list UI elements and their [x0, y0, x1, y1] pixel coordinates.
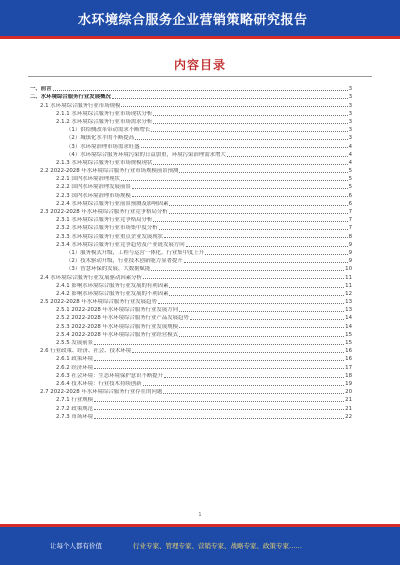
toc-leader-dots [135, 139, 347, 140]
toc-entry-page: 10 [345, 266, 352, 273]
toc-entry-title: 2.4.2 影响水环境综合服务行业发展的不利因素 [56, 290, 169, 297]
toc-entry-page: 21 [345, 405, 352, 412]
toc-entry-title: 2.5.2 2022-2028 年水环境综合服务行业产品发展趋势 [56, 315, 189, 322]
toc-entry-page: 13 [345, 307, 352, 314]
toc-leader-dots [153, 115, 347, 116]
toc-entry[interactable] [30, 248, 352, 256]
toc-leader-dots [163, 393, 344, 394]
toc-leader-dots [151, 270, 344, 271]
toc-entry-page: 12 [345, 290, 352, 297]
toc-entry-title: 2.1.2 水环境综合服务行业市场需求分析 [56, 118, 153, 125]
toc-entry-title: 2.7 2022-2028 年水环境综合服务行业存在的问题 [40, 389, 163, 396]
toc-entry[interactable] [30, 305, 352, 313]
toc-entry-page: 7 [348, 209, 352, 215]
toc-leader-dots [94, 418, 344, 419]
toc-entry[interactable] [30, 346, 352, 354]
header-accent-stripe [0, 36, 400, 39]
toc-leader-dots [164, 377, 344, 378]
toc-leader-dots [227, 156, 348, 157]
toc-entry-page: 5 [348, 168, 352, 175]
toc-entry-page: 5 [348, 176, 352, 183]
toc-entry-title: 2.3.2 水环境综合服务行业市场集中度分析 [56, 225, 158, 232]
toc-entry-title: 2.1.3 水环境综合服务行业市场规模现状 [56, 159, 153, 166]
toc-entry-page: 6 [348, 200, 352, 207]
toc-entry[interactable] [30, 354, 352, 362]
toc-leader-dots [153, 221, 347, 222]
report-title: 水环境综合服务企业营销策略研究报告 [78, 13, 308, 28]
toc-entry[interactable] [30, 158, 352, 166]
toc-entry-page: 6 [348, 192, 352, 199]
toc-entry-page: 3 [348, 118, 352, 125]
toc-leader-dots [121, 106, 347, 107]
toc-entry-title: 2.2 2022-2028 年水环境综合服务行业市场规模前景预测 [40, 168, 179, 175]
toc-entry-title: 2.6.1 政策环境 [56, 356, 93, 363]
toc-entry-title: 一、前言 [30, 86, 52, 93]
toc-leader-dots [186, 246, 348, 247]
toc-entry-title: 2.3.3 水环境综合服务行业重点企业发展现状 [56, 233, 164, 240]
toc-entry[interactable] [30, 100, 352, 108]
footer-experts: 行业专家、管理专家、营销专家、战略专家、政策专家…… [133, 542, 302, 550]
toc-entry-title: （4）水环境综合服务环境污染的日益加重，环境污染治理需求增大 [66, 151, 226, 158]
toc-entry[interactable] [30, 231, 352, 239]
toc-entry[interactable] [30, 362, 352, 370]
toc-divider [28, 76, 372, 77]
toc-entry[interactable] [30, 92, 352, 100]
toc-entry[interactable] [30, 199, 352, 207]
toc-leader-dots [184, 262, 348, 263]
toc-leader-dots [169, 213, 348, 214]
toc-entry-title: 2.5.3 2022-2028 年水环境综合服务行业发展规模 [56, 323, 178, 330]
toc-entry-title: 2.7.2 政策规范 [56, 405, 93, 412]
toc-entry-page: 9 [348, 258, 352, 265]
toc-entry[interactable] [30, 117, 352, 125]
toc-entry-page: 22 [345, 413, 352, 420]
toc-entry-page: 14 [345, 315, 352, 322]
toc-entry-title: 2.6 行业政策、经济、社会、技术环境 [40, 348, 132, 355]
toc-leader-dots [179, 172, 347, 173]
page-number: 1 [198, 512, 202, 518]
toc-entry[interactable] [30, 379, 352, 387]
toc-entry[interactable] [30, 264, 352, 272]
toc-entry-page: 3 [348, 135, 352, 142]
toc-entry[interactable] [30, 281, 352, 289]
toc-entry[interactable] [30, 272, 352, 280]
toc-entry[interactable] [30, 190, 352, 198]
toc-entry[interactable] [30, 207, 352, 215]
toc-entry-title: 2.2.4 水环境综合服务行业前景预测及影响因素 [56, 200, 169, 207]
toc-entry-page: 15 [345, 340, 352, 346]
toc-entry-title: 2.2.3 国内水环境治理市场规模 [56, 192, 131, 199]
footer-slogan: 让每个人都有价值 [50, 542, 102, 550]
toc-entry-title: 2.7.3 市场环境 [56, 413, 93, 420]
toc-entry-title: 2.5.5 发展前景 [56, 340, 93, 346]
toc-entry[interactable] [30, 395, 352, 403]
toc-leader-dots [132, 196, 348, 197]
toc-leader-dots [151, 131, 347, 132]
toc-entry[interactable] [30, 321, 352, 329]
toc-leader-dots [164, 237, 347, 238]
toc-entry-page: 9 [348, 241, 352, 248]
table-of-contents [30, 84, 352, 420]
toc-entry-title: （1）供给侧改革带动需求不断增长 [66, 127, 151, 134]
toc-entry-page: 7 [348, 217, 352, 224]
toc-leader-dots [169, 287, 344, 288]
toc-entry-title: 2.1.1 水环境综合服务行业市场现状分析 [56, 110, 153, 117]
toc-entry-page: 20 [345, 389, 352, 396]
toc-leader-dots [94, 344, 344, 345]
toc-entry-page: 18 [345, 372, 352, 379]
toc-entry-page: 4 [348, 151, 352, 158]
toc-leader-dots [179, 336, 344, 337]
toc-leader-dots [169, 295, 344, 296]
toc-entry-title: 2.2.2 国内水环境治理发展前景 [56, 184, 131, 191]
toc-entry[interactable] [30, 166, 352, 174]
toc-entry-page: 7 [348, 225, 352, 232]
toc-leader-dots [143, 385, 345, 386]
toc-entry-page: 15 [345, 331, 352, 338]
toc-entry-page: 3 [348, 110, 352, 117]
toc-entry-title: 2.5 2022-2028 年水环境综合服务行业发展趋势 [40, 299, 157, 306]
toc-leader-dots [190, 319, 344, 320]
toc-entry[interactable] [30, 125, 352, 133]
toc-entry-page: 3 [348, 86, 352, 93]
toc-entry-title: 2.7.1 行业规模 [56, 397, 93, 404]
toc-leader-dots [179, 327, 344, 328]
toc-leader-dots [153, 123, 347, 124]
toc-entry-title: 2.3.4 水环境综合服务行业竞争趋势及产业链发展方向 [56, 241, 185, 248]
toc-entry[interactable] [30, 223, 352, 231]
toc-entry-page: 16 [345, 356, 352, 363]
toc-entry-page: 3 [348, 127, 352, 134]
toc-entry-page: 3 [348, 102, 352, 109]
toc-leader-dots [112, 98, 348, 99]
toc-entry-page: 17 [345, 364, 352, 371]
toc-entry-title: （3）智慧环保的发展，大数据赋能 [66, 266, 151, 273]
toc-entry-title: 2.6.2 经济环境 [56, 364, 93, 371]
toc-entry[interactable] [30, 240, 352, 248]
toc-entry-page: 4 [348, 159, 352, 166]
toc-entry-title: 2.6.4 技术环境：行业技术持续创新 [56, 380, 142, 387]
toc-leader-dots [158, 303, 344, 304]
toc-entry-page: 11 [345, 274, 352, 281]
toc-leader-dots [94, 409, 344, 410]
toc-entry-title: 2.1 水环境综合服务行业市场规模 [40, 102, 121, 109]
toc-entry-page: 21 [345, 397, 352, 404]
toc-entry-page: 5 [348, 184, 352, 191]
toc-entry[interactable] [30, 289, 352, 297]
toc-entry-title: （1）服务模式升级，工程与运营一体化，行业集中度上升 [66, 249, 205, 256]
toc-heading: 内容目录 [173, 58, 226, 72]
toc-leader-dots [53, 90, 348, 91]
toc-leader-dots [121, 180, 348, 181]
toc-entry-title: 二、水环境综合服务行业发展概况 [30, 94, 111, 101]
toc-leader-dots [205, 254, 347, 255]
toc-entry[interactable] [30, 330, 352, 338]
toc-leader-dots [132, 188, 348, 189]
toc-entry-title: 2.3.1 水环境综合服务行业竞争格局分析 [56, 217, 153, 224]
toc-entry[interactable] [30, 387, 352, 395]
toc-entry-title: （2）城镇化水平的不断提高 [66, 135, 135, 142]
toc-entry-page: 9 [348, 249, 352, 256]
toc-entry-page: 19 [345, 380, 352, 387]
toc-entry[interactable] [30, 256, 352, 264]
toc-entry-title: 2.5.1 2022-2028 年水环境综合服务行业发展方向 [56, 307, 178, 314]
toc-entry[interactable] [30, 412, 352, 420]
toc-leader-dots [94, 360, 344, 361]
toc-leader-dots [94, 401, 344, 402]
toc-entry[interactable] [30, 338, 352, 346]
toc-entry-page: 16 [345, 348, 352, 355]
toc-entry[interactable] [30, 215, 352, 223]
toc-entry-title: 2.6.3 社会环境：生态环境保护意识不断提升 [56, 372, 164, 379]
toc-entry-title: 2.3 2022-2028 年水环境综合服务行业竞争格局分析 [40, 209, 168, 215]
toc-leader-dots [132, 352, 344, 353]
toc-entry[interactable] [30, 297, 352, 305]
toc-entry-page: 3 [348, 94, 352, 101]
toc-leader-dots [159, 229, 348, 230]
toc-entry[interactable] [30, 141, 352, 149]
toc-entry[interactable] [30, 182, 352, 190]
toc-leader-dots [141, 147, 348, 148]
toc-entry[interactable] [30, 109, 352, 117]
toc-entry-title: 2.4.1 影响水环境综合服务行业发展的有利因素 [56, 282, 169, 289]
toc-entry[interactable] [30, 403, 352, 411]
toc-entry-page: 8 [348, 233, 352, 240]
toc-entry[interactable] [30, 133, 352, 141]
toc-entry-title: 2.4 水环境综合服务行业发展驱动因素分析 [40, 274, 142, 281]
toc-entry-page: 4 [348, 143, 352, 150]
toc-entry-page: 13 [345, 299, 352, 306]
toc-entry-page: 14 [345, 323, 352, 330]
toc-entry[interactable] [30, 313, 352, 321]
toc-leader-dots [153, 164, 347, 165]
toc-leader-dots [179, 311, 344, 312]
toc-entry[interactable] [30, 150, 352, 158]
toc-entry-title: （3）水环境治理市场需求旺盛 [66, 143, 140, 150]
toc-entry[interactable] [30, 174, 352, 182]
toc-entry-title: 2.5.4 2022-2028 年水环境综合服务行业经营模式 [56, 331, 178, 338]
toc-entry-title: （2）技术驱动升级，行业技术创新能力显著提升 [66, 258, 183, 265]
toc-leader-dots [94, 368, 344, 369]
toc-leader-dots [143, 278, 344, 279]
toc-entry[interactable] [30, 84, 352, 92]
toc-entry-title: 2.2.1 国内水环境治理现状 [56, 176, 120, 183]
toc-entry-page: 11 [345, 282, 352, 289]
toc-entry[interactable] [30, 371, 352, 379]
toc-leader-dots [169, 205, 347, 206]
